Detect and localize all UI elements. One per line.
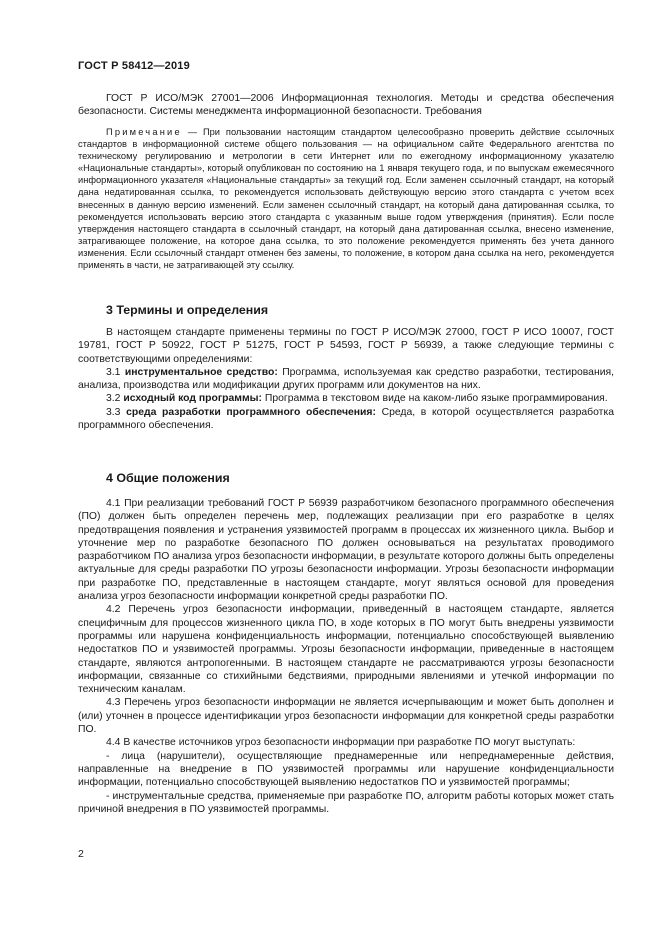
clause-4-4: 4.4 В качестве источников угроз безопасности информации при разработке ПО могут выступать: <box>106 737 576 749</box>
section-4-heading: 4 Общие положения <box>106 471 230 485</box>
note-block <box>78 126 614 271</box>
term-3-3-definition: Среда, в которой осуществляется разработка программного обеспечения. <box>78 406 614 432</box>
note-label: Примечание <box>106 127 182 137</box>
note-text: — При пользовании настоящим стандартом целесообразно проверить действие ссылочных стандартов в информационной системе общего пользования — на официальном сайте Федерального агентства по техническому регулированию и метрологии в сети Интернет или по ежегодному информационному указателю «Национальные стандарты», который опубликован по состоянию на 1 января текущего года, и по выпускам ежемесячного информационного указателя «Национальные стандарты» за текущий год. Если заменен ссылочный стандарт, на который дана недатированная ссылка, то рекомендуется использовать действующую версию этого стандарта с учетом всех внесенных в данную версию изменений. Если заменен ссылочный стандарт, на который дана датированная ссылка, то рекомендуется использовать версию этого стандарта с указанным выше годом утверждения (принятия). Если после утверждения настоящего стандарта в ссылочный стандарт, на который дана датированная ссылка, внесено изменение, затрагивающее положение, на которое дана ссылка, то это положение рекомендуется применять без учета данного изменения. Если ссылочный стандарт отменен без замены, то положение, в котором дана ссылка на него, рекомендуется применять в части, не затрагивающей эту ссылку. <box>78 127 614 271</box>
term-3-1-name: инструментальное средство: <box>124 366 278 378</box>
list-item: - инструментальные средства, применяемые при разработке ПО, алгоритм работы которых может стать причиной внедрения в ПО уязвимостей программы. <box>78 790 614 815</box>
term-3-2: 3.2 исходный код программы: Программа в текстовом виде на каком-либо языке программирования. <box>106 393 608 405</box>
term-3-1: 3.1 инструментальное средство: Программа, используемая как средство разработки, тестирования, анализа, производства или модификации других программ или документов на них. <box>78 366 615 392</box>
section-4 <box>78 471 614 485</box>
document-header: ГОСТ Р 58412—2019 <box>78 60 190 72</box>
term-3-3: 3.3 среда разработки программного обеспечения: Среда, в которой осуществляется разработка программного обеспечения. <box>78 406 614 432</box>
clause-4-2: 4.2 Перечень угроз безопасности информации, приведенный в настоящем стандарте, является специфичным для процессов жизненного цикла ПО, в ходе которых в ПО могут быть внедрены уязвимости программы или нарушена конфиденциальность информации, потенциально способствующей выявлению недостатков ПО и уязвимостей программы. Угрозы безопасности информации, приведенные в настоящем стандарте, являются антропогенными. В настоящем стандарте не рассматриваются угрозы безопасности информации, связанные со стихийными бедствиями, природными явлениями и утечкой информации по техническим каналам. <box>78 604 614 696</box>
list-item: - лица (нарушители), осуществляющие преднамеренные или непреднамеренные действия, направленные на внедрение в ПО уязвимостей программы или нарушение конфиденциальности информации, потенциально способствующей выявлению недостатков ПО и уязвимостей программы; <box>78 750 614 789</box>
section-3 <box>78 303 614 317</box>
note-paragraph <box>78 126 614 271</box>
section-3-heading: 3 Термины и определения <box>106 303 269 317</box>
clause-4-3: 4.3 Перечень угроз безопасности информации не является исчерпывающим и может быть дополнен и (или) уточнен в процессе идентификации угроз безопасности информации для конкретной среды разработки ПО. <box>78 697 614 736</box>
section-3-body <box>78 326 614 432</box>
term-3-2-name: исходный код программы: <box>123 393 263 405</box>
term-3-2-definition: Программа в текстовом виде на каком-либо языке программирования. <box>262 393 608 405</box>
section-3-intro: В настоящем стандарте применены термины по ГОСТ Р ИСО/МЭК 27000, ГОСТ Р ИСО 10007, ГОСТ 19781, ГОСТ Р 50922, ГОСТ Р 51275, ГОСТ Р 54593, ГОСТ Р 56939, а также следующие термины с соответствующими определениями: <box>78 327 614 365</box>
section-4-body <box>78 497 614 816</box>
clause-4-1: 4.1 При реализации требований ГОСТ Р 56939 разработчиком безопасного программного обеспечения (ПО) должен быть определен перечень мер, подлежащих реализации при его разработке в целях предотвращения появления и устранения уязвимостей программ в процессах их жизненного цикла. Выбор и уточнение мер по разработке безопасного ПО должен основываться на результатах проводимого разработчиком ПО анализа угроз безопасности информации, в результате которого должны быть определены актуальные для среды разработки ПО угрозы безопасности информации. Угрозы безопасности информации при разработке ПО, представленные в настоящем стандарте, могут являться основой для проведения анализа угроз безопасности информации конкретной среды разработки ПО. <box>78 498 614 603</box>
reference-block <box>78 92 614 119</box>
term-3-3-name: среда разработки программного обеспечения: <box>126 406 376 418</box>
term-3-1-definition: Программа, используемая как средство разработки, тестирования, анализа, производства или модификации других программ или документов на них. <box>78 366 615 392</box>
reference-entry: ГОСТ Р ИСО/МЭК 27001—2006 Информационная технология. Методы и средства обеспечения безопасности. Системы менеджмента информационной безопасности. Требования <box>78 93 614 118</box>
page-number: 2 <box>78 848 84 860</box>
